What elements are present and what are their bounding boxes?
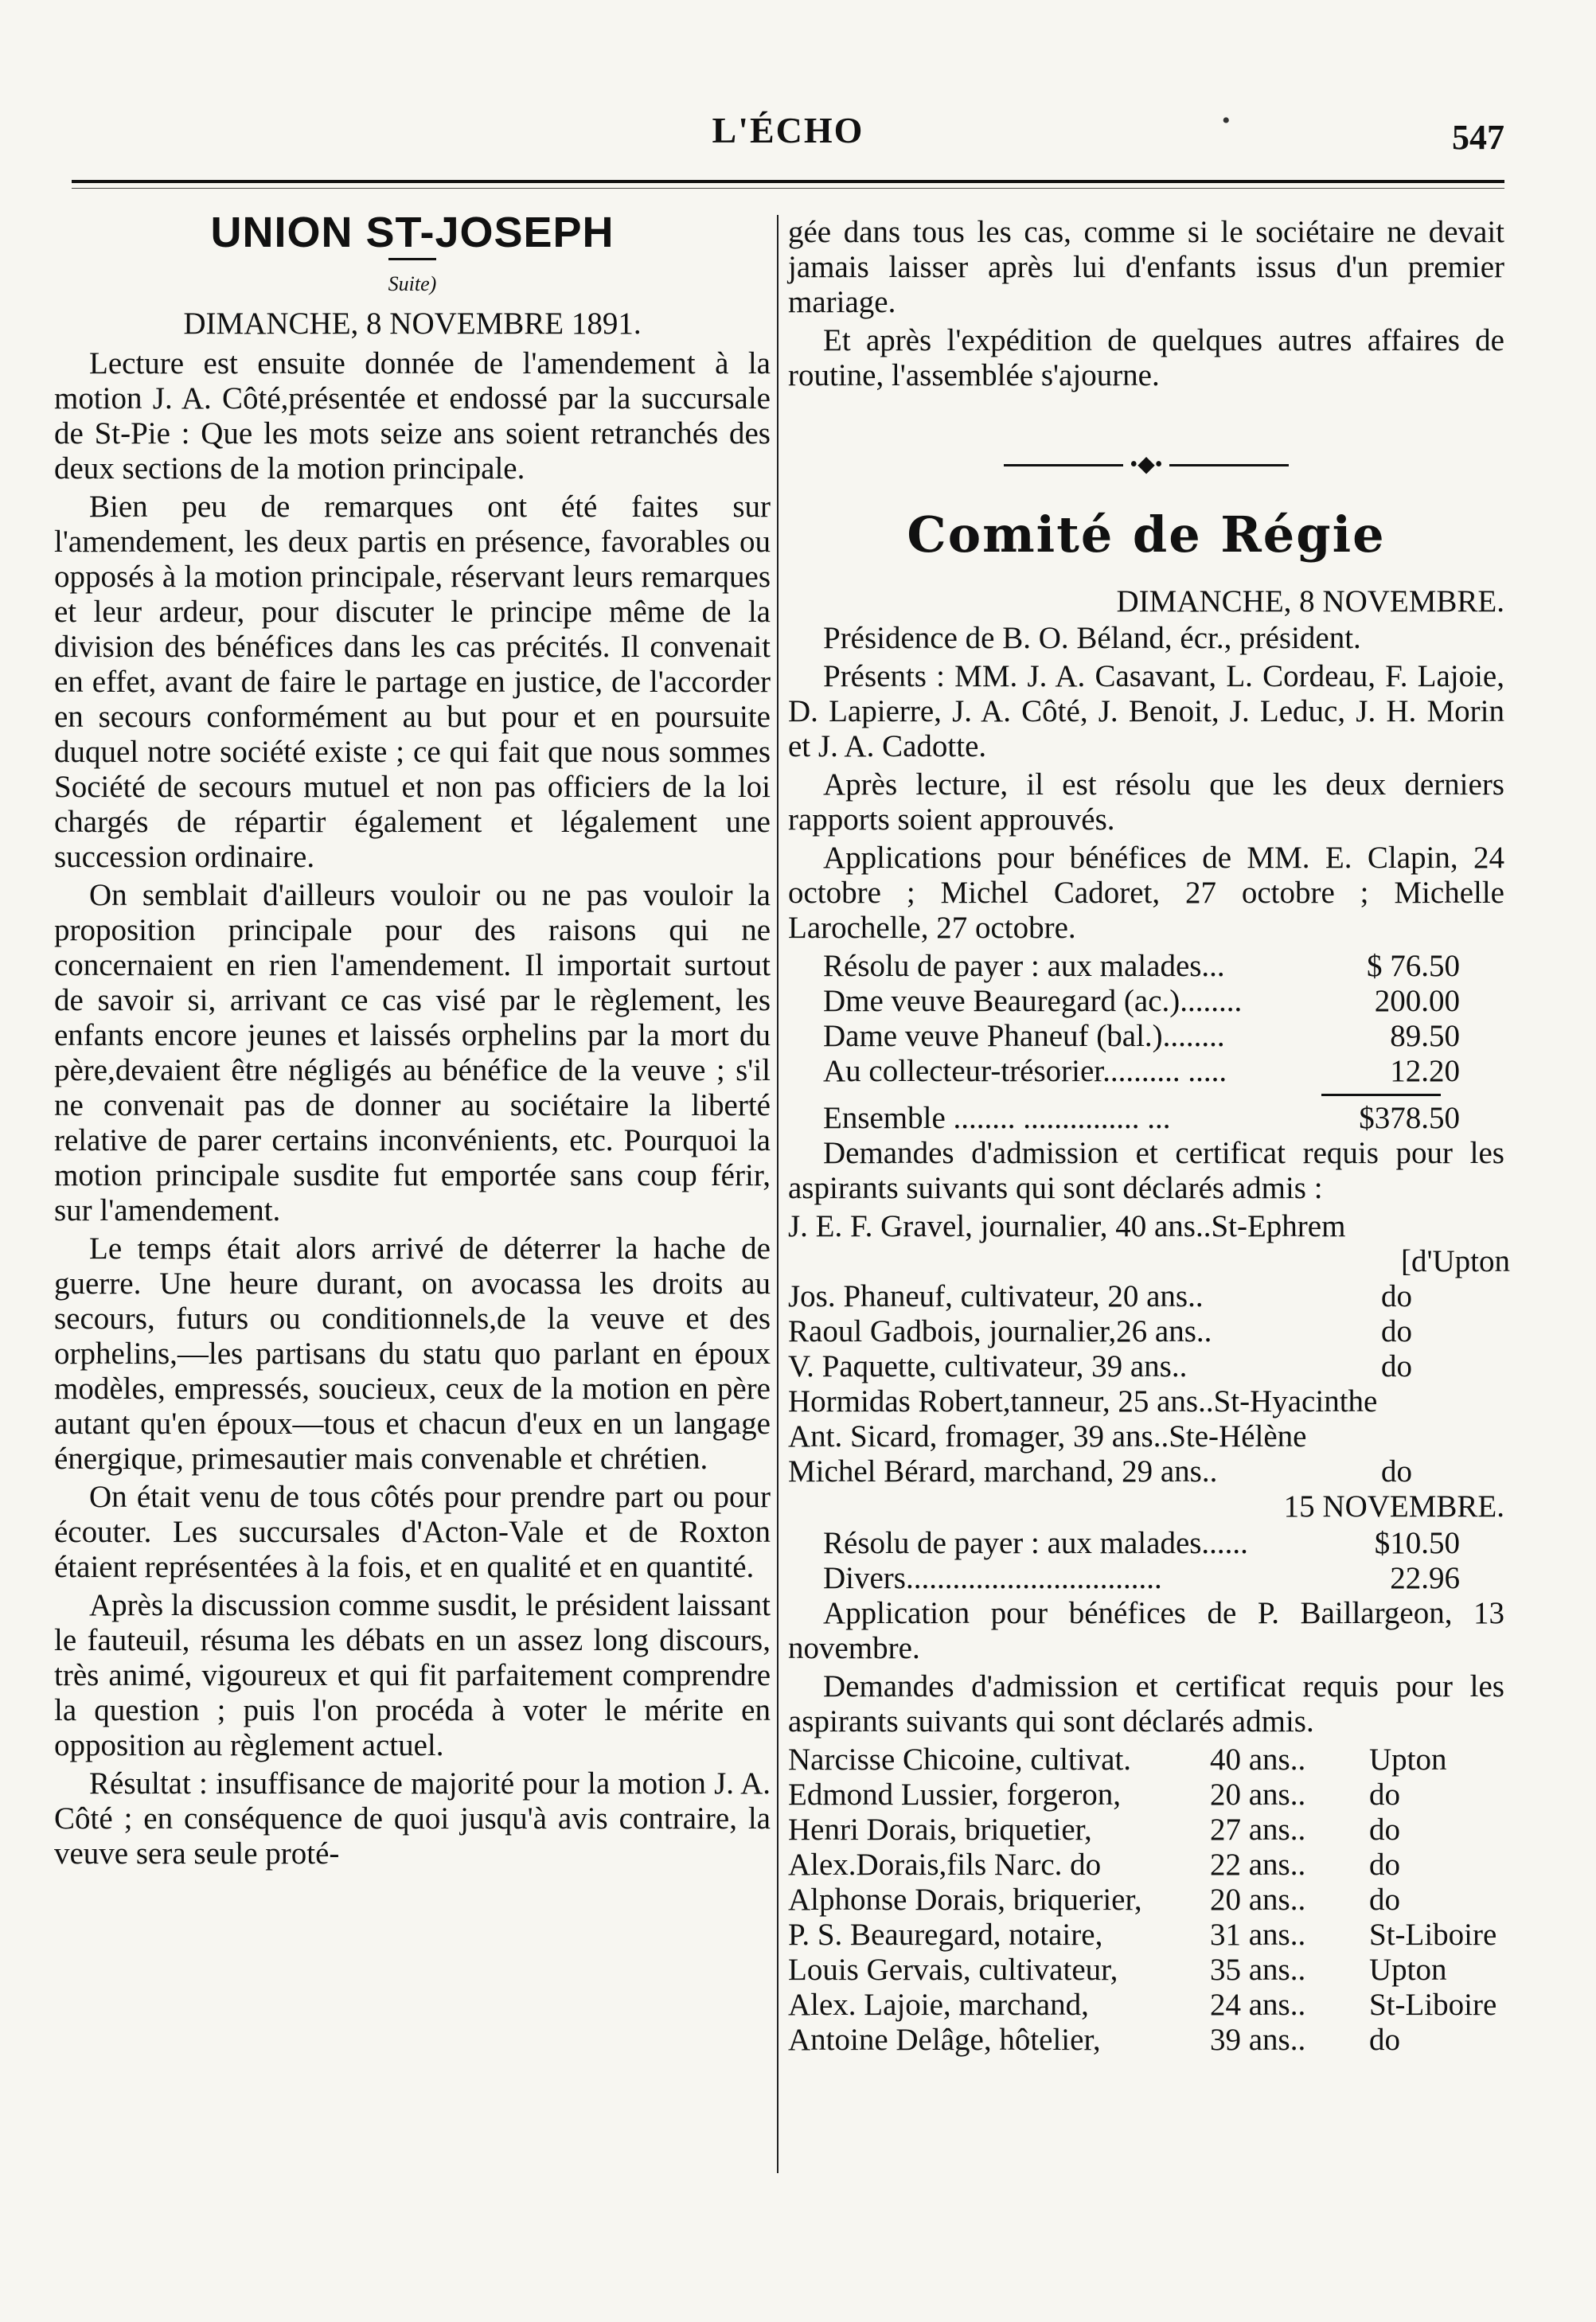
list-item: Narcisse Chicoine, cultivat. 40 ans.. Upton xyxy=(788,1742,1447,1777)
list-item: Alphonse Dorais, briquerier, 20 ans.. do xyxy=(788,1883,1400,1917)
list-item: V. Paquette, cultivateur, 39 ans.. do xyxy=(788,1349,1412,1383)
list-item: Raoul Gadbois, journalier,26 ans.. do xyxy=(788,1314,1412,1348)
paragraph: Lecture est ensuite donnée de l'amendement à la motion J. A. Côté,présentée et endossé par la succursale de St-Pie : Que les mots seize ans soient retranchés des deux sections de la motion principale. xyxy=(54,346,771,486)
total-row: Ensemble ........ ............... ... $378.50 xyxy=(823,1101,1460,1135)
list-item: Louis Gervais, cultivateur, 35 ans.. Upton xyxy=(788,1953,1447,1987)
ornament-divider: •◆• xyxy=(788,457,1504,473)
list-item: Edmond Lussier, forgeron, 20 ans.. do xyxy=(788,1778,1400,1812)
column-divider xyxy=(777,215,778,2173)
header-rule-thin xyxy=(72,188,1504,189)
header-rule xyxy=(72,180,1504,183)
payments-ledger xyxy=(823,949,1460,1089)
paragraph: On était venu de tous côtés pour prendre part ou pour écouter. Les succursales d'Acton-Vale et de Roxton étaient représentées à la fois, et en qualité et en quantité. xyxy=(54,1480,771,1584)
list-item: Alex.Dorais,fils Narc. do 22 ans.. do xyxy=(788,1848,1400,1882)
list-item: [d'Upton xyxy=(1401,1244,1511,1278)
resolution-paragraph: Après lecture, il est résolu que les deux derniers rapports soient approuvés. xyxy=(788,767,1504,837)
left-column xyxy=(54,209,771,1875)
right-column xyxy=(788,215,1511,2058)
presents-line: Présents : MM. J. A. Casavant, L. Cordeau, F. Lajoie, D. Lapierre, J. A. Côté, J. Benoit, J. Leduc, J. H. Morin et J. A. Cadotte. xyxy=(788,659,1504,763)
aspirants-list-2 xyxy=(788,1742,1504,2058)
title-rule xyxy=(388,258,436,260)
section-title-union-st-joseph: UNION ST-JOSEPH xyxy=(210,209,615,256)
list-item: Alex. Lajoie, marchand, 24 ans.. St-Liboire xyxy=(788,1988,1497,2022)
ledger-row: Résolu de payer : aux malades... $ 76.50 xyxy=(823,949,1460,983)
aspirants-list-1 xyxy=(788,1209,1511,1489)
publication-title: L'ÉCHO xyxy=(712,110,864,150)
admission-paragraph: Demandes d'admission et certificat requis pour les aspirants suivants qui sont déclarés admis. xyxy=(788,1669,1504,1739)
paragraph: On semblait d'ailleurs vouloir ou ne pas vouloir la proposition principale pour des raisons qui ne concernaient en rien l'amendement. Il importait surtout de savoir si, arrivant ce cas visé par le règlement, les enfants encore jeunes et laissés orphelins par la mort du père,devaient être négligés au bénéfice de la veuve ; s'il ne convenait pas de donner au sociétaire la liberté relative de parer certains inconvénients, etc. Pourquoi la motion principale susdite fut emportée sans coup férir, sur l'amendement. xyxy=(54,878,771,1227)
ledger-row: Divers................................. 22.96 xyxy=(823,1561,1460,1595)
paragraph: Résultat : insuffisance de majorité pour la motion J. A. Côté ; en conséquence de quoi jusqu'à avis contraire, la veuve sera seule proté- xyxy=(54,1766,771,1871)
list-item: J. E. F. Gravel, journalier, 40 ans..St-Ephrem xyxy=(788,1209,1346,1243)
section-title-comite-de-regie: Comité de Régie xyxy=(907,505,1386,564)
sum-rule xyxy=(1321,1094,1441,1096)
dateline: DIMANCHE, 8 NOVEMBRE. xyxy=(1116,584,1504,619)
applications-paragraph: Application pour bénéfices de P. Baillargeon, 13 novembre. xyxy=(788,1596,1504,1665)
ledger-row: Au collecteur-trésorier.......... ..... 12.20 xyxy=(823,1054,1460,1088)
list-item: Henri Dorais, briquetier, 27 ans.. do xyxy=(788,1813,1400,1847)
payments-ledger-2 xyxy=(823,1526,1460,1596)
suite-note: Suite) xyxy=(388,272,437,295)
list-item: Jos. Phaneuf, cultivateur, 20 ans.. do xyxy=(788,1279,1412,1313)
dateline-15-novembre: 15 NOVEMBRE. xyxy=(1283,1489,1504,1524)
presidence-line: Présidence de B. O. Béland, écr., président. xyxy=(823,621,1361,655)
ledger-row: Dame veuve Phaneuf (bal.)........ 89.50 xyxy=(823,1019,1460,1053)
list-item: Michel Bérard, marchand, 29 ans.. do xyxy=(788,1454,1412,1489)
admission-paragraph: Demandes d'admission et certificat requis pour les aspirants suivants qui sont déclarés admis : xyxy=(788,1136,1504,1205)
paragraph-continuation: gée dans tous les cas, comme si le sociétaire ne devait jamais laisser après lui d'enfants issus d'un premier mariage. xyxy=(788,215,1504,319)
dateline: DIMANCHE, 8 NOVEMBRE 1891. xyxy=(183,306,642,341)
page-number: 547 xyxy=(1452,118,1504,157)
list-item: Antoine Delâge, hôtelier, 39 ans.. do xyxy=(788,2023,1400,2057)
paragraph: Bien peu de remarques ont été faites sur l'amendement, les deux partis en présence, favorables ou opposés à la motion principale, réservant leurs remarques et leur ardeur, pour discuter le principe même de la division des bénéfices dans les cas précités. Il convenait en effet, avant de faire le partage en justice, de l'accorder en secours conformément au but pour et en poursuite duquel notre société existe ; ce qui fait que nous sommes Société de secours mutuel et non pas officiers de la loi chargés de répartir également et légalement une succession ordinaire. xyxy=(54,490,771,874)
list-item: Ant. Sicard, fromager, 39 ans..Ste-Hélène xyxy=(788,1419,1307,1454)
applications-paragraph: Applications pour bénéfices de MM. E. Clapin, 24 octobre ; Michel Cadoret, 27 octobre ; Michelle Larochelle, 27 octobre. xyxy=(788,841,1504,945)
paragraph: Le temps était alors arrivé de déterrer la hache de guerre. Une heure durant, on avocassa les droits au secours, futurs ou conditionnels,de la veuve et des orphelins,—les partisans du statu quo parlant en époux modèles, empressés, soucieux, ceux de la motion en père autant qu'en époux—tous et chacun d'eux en un langage énergique, primesautier mais convenable et chrétien. xyxy=(54,1231,771,1476)
list-item: P. S. Beauregard, notaire, 31 ans.. St-Liboire xyxy=(788,1918,1497,1952)
ledger-row: Résolu de payer : aux malades...... $10.50 xyxy=(823,1526,1460,1560)
paragraph: Après la discussion comme susdit, le président laissant le fauteuil, résuma les débats en un assez long discours, très animé, vigoureux et qui fit parfaitement comprendre la question ; puis l'on procéda à voter le mérite en opposition au règlement actuel. xyxy=(54,1588,771,1762)
running-header xyxy=(72,100,1504,163)
list-item: Hormidas Robert,tanneur, 25 ans..St-Hyacinthe xyxy=(788,1384,1378,1419)
paragraph: Et après l'expédition de quelques autres affaires de routine, l'assemblée s'ajourne. xyxy=(788,323,1504,392)
ledger-row: Dme veuve Beauregard (ac.)........ 200.00 xyxy=(823,984,1460,1018)
scan-speck: • xyxy=(1222,107,1231,134)
